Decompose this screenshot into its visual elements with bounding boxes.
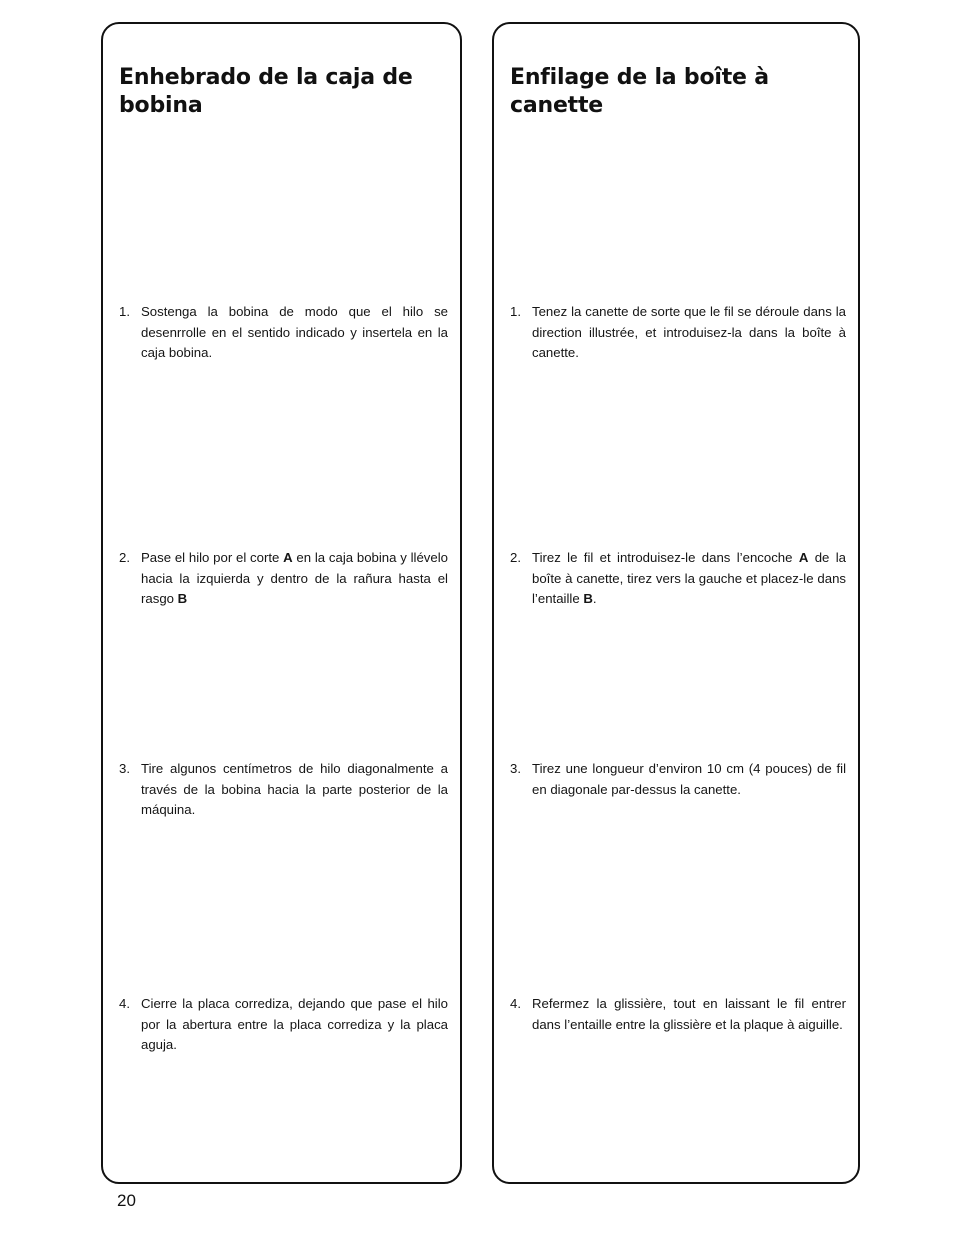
step-text <box>141 548 448 610</box>
step-text-part: de la boîte à canette, tirez vers la gauche et placez-le dans l’entaille <box>532 550 846 606</box>
step-text-part: . <box>592 591 597 606</box>
step-number: 3. <box>119 761 130 776</box>
spanish-step-1 <box>119 302 448 364</box>
french-step-4 <box>510 994 846 1035</box>
step-number: 4. <box>119 996 130 1011</box>
label-a: A <box>798 550 809 565</box>
step-text: Tire algunos centímetros de hilo diagonalmente a través de la bobina hacia la parte posterior de la máquina. <box>141 761 448 817</box>
step-number: 2. <box>510 550 521 565</box>
step-text-part: Tirez le fil et introduisez-le dans l’encoche <box>532 550 799 565</box>
step-text: Cierre la placa corrediza, dejando que pase el hilo por la abertura entre la placa corrediza y la placa aguja. <box>141 996 448 1052</box>
step-number: 2. <box>119 550 130 565</box>
step-text: Tenez la canette de sorte que le fil se déroule dans la direction illustrée, et introduisez-la dans la boîte à canette. <box>532 304 846 360</box>
step-text: Sostenga la bobina de modo que el hilo se desenrrolle en el sentido indicado y insertela en la caja bobina. <box>141 304 448 360</box>
step-number: 1. <box>119 304 130 319</box>
french-step-1 <box>510 302 846 364</box>
step-number: 3. <box>510 761 521 776</box>
page-number: 20 <box>117 1191 136 1210</box>
french-title: Enfilage de la boîte à canette <box>510 65 769 118</box>
label-a: A <box>283 550 293 565</box>
french-step-2 <box>510 548 846 610</box>
spanish-title: Enhebrado de la caja de bobina <box>119 65 413 118</box>
french-instructions-panel <box>492 22 860 1184</box>
step-text: Tirez une longueur d’environ 10 cm (4 pouces) de fil en diagonale par-dessus la canette. <box>532 761 846 797</box>
step-text-part: en la caja bobina y llévelo hacia la izquierda y dentro de la rañura hasta el rasgo <box>141 550 448 606</box>
label-b: B <box>177 591 188 606</box>
step-text-part: Pase el hilo por el corte <box>141 550 284 565</box>
step-number: 1. <box>510 304 521 319</box>
spanish-step-4 <box>119 994 448 1056</box>
step-number: 4. <box>510 996 521 1011</box>
spanish-step-3 <box>119 759 448 821</box>
spanish-instructions-panel <box>101 22 462 1184</box>
step-text <box>532 548 846 610</box>
spanish-step-2 <box>119 548 448 610</box>
label-b: B <box>583 591 593 606</box>
french-step-3 <box>510 759 846 800</box>
step-text: Refermez la glissière, tout en laissant le fil entrer dans l’entaille entre la glissière et la plaque à aiguille. <box>532 996 846 1032</box>
